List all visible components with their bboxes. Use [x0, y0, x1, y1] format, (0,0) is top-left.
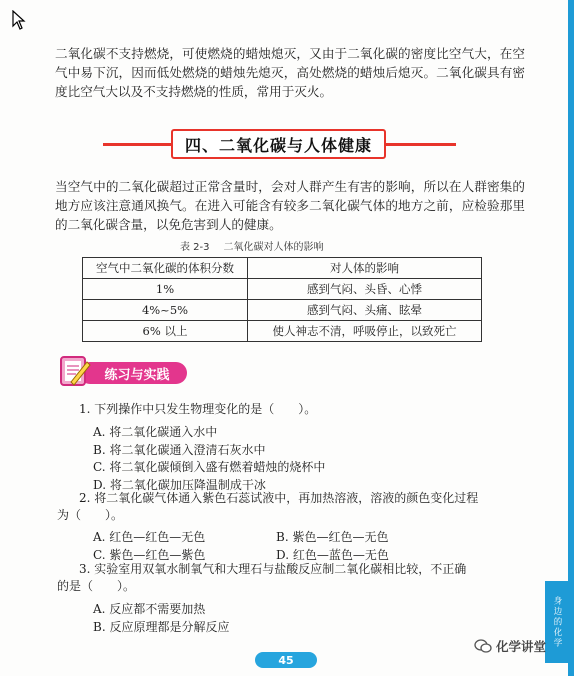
watermark	[474, 637, 546, 655]
exercise-badge	[57, 354, 187, 388]
table-row	[83, 279, 482, 300]
table-caption	[180, 238, 410, 253]
heading-box	[171, 129, 386, 159]
paragraph-health: 当空气中的二氧化碳超过正常含量时，会对人群产生有害的影响，所以在人群密集的地方应该注意通风换气。在进入可能含有较多二氧化碳气体的地方之前，应检验那里的二氧化碳含量，以免危害到人的健康。	[55, 179, 525, 232]
exercise-badge-pill	[79, 362, 187, 384]
table-row	[83, 300, 482, 321]
question-3-option: B. 反应原理都是分解反应	[93, 620, 230, 634]
question-3-line-1: 3. 实验室用双氧水制氧气和大理石与盐酸反应制二氧化碳相比较，不正确	[79, 562, 467, 576]
exercise-badge-label: 练习与实践	[104, 367, 170, 383]
table-cell: 1%	[83, 279, 248, 300]
question-1-option: C. 将二氧化碳倾倒入盛有燃着蜡烛的烧杯中	[93, 460, 326, 474]
table-header-cell: 对人体的影响	[248, 258, 482, 279]
mouse-cursor-icon	[12, 10, 26, 30]
section-heading	[103, 129, 456, 159]
question-3-line-2: 的是（ ）。	[57, 579, 136, 593]
side-tab: 身边的化学	[545, 581, 568, 663]
question-3-option: A. 反应都不需要加热	[93, 602, 206, 616]
question-2-option: A. 红色—红色—无色	[93, 530, 206, 544]
question-2-option: B. 紫色—红色—无色	[276, 530, 389, 544]
table-cell: 感到气闷、头痛、眩晕	[248, 300, 482, 321]
question-1-option: A. 将二氧化碳通入水中	[93, 425, 218, 439]
question-2-option: C. 紫色—红色—紫色	[93, 548, 206, 562]
co2-effects-table	[82, 257, 482, 342]
table-cell: 使人神志不清，呼吸停止，以致死亡	[248, 321, 482, 342]
table-caption-number: 表 2-3	[180, 242, 210, 253]
table-cell: 感到气闷、头昏、心悸	[248, 279, 482, 300]
table-header-cell: 空气中二氧化碳的体积分数	[83, 258, 248, 279]
section-heading-text: 四、二氧化碳与人体健康	[184, 135, 372, 155]
question-1-option: D. 将二氧化碳加压降温制成干冰	[93, 478, 266, 492]
question-2-option: D. 红色—蓝色—无色	[276, 548, 389, 562]
question-2-line-1: 2. 将二氧化碳气体通入紫色石蕊试液中，再加热溶液，溶液的颜色变化过程	[79, 491, 479, 505]
table-caption-title: 二氧化碳对人体的影响	[223, 242, 324, 253]
notebook-pencil-icon	[57, 354, 93, 388]
table-header-row	[83, 258, 482, 279]
page-number: 45	[255, 652, 317, 668]
question-2-line-2: 为（ ）。	[57, 508, 124, 522]
question-1: 1. 下列操作中只发生物理变化的是（ ）。	[79, 402, 317, 416]
watermark-text: 化学讲堂	[496, 639, 547, 654]
table-cell: 6% 以上	[83, 321, 248, 342]
paragraph-fire-extinguishing: 二氧化碳不支持燃烧，可使燃烧的蜡烛熄灭，又由于二氧化碳的密度比空气大，在空气中易下沉，因而低处燃烧的蜡烛先熄灭，高处燃烧的蜡烛后熄灭。二氧化碳具有密度比空气大以及不支持燃烧的性质，常用于灭火。	[55, 46, 525, 99]
question-1-option: B. 将二氧化碳通入澄清石灰水中	[93, 443, 266, 457]
table-row	[83, 321, 482, 342]
table-cell: 4%~5%	[83, 300, 248, 321]
wechat-logo-icon	[474, 639, 492, 653]
